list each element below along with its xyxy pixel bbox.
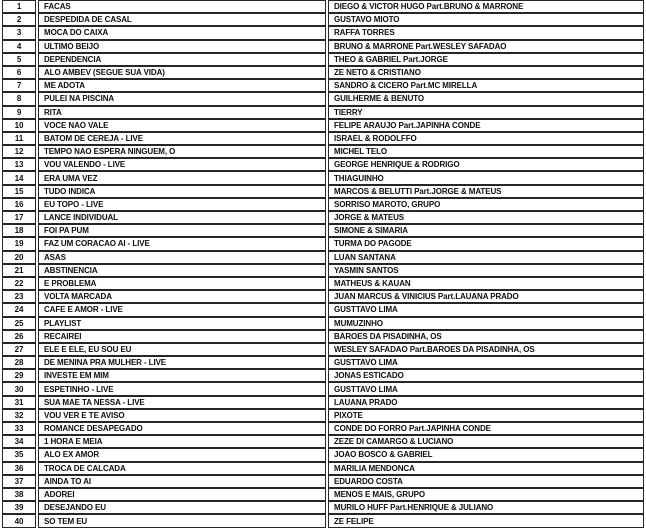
table-row bbox=[2, 53, 644, 66]
artist-cell: RAFFA TORRES bbox=[328, 26, 644, 39]
rank-cell: 25 bbox=[2, 317, 36, 330]
song-title-cell: RECAIREI bbox=[38, 330, 326, 343]
artist-cell: JUAN MARCUS & VINICIUS Part.LAUANA PRADO bbox=[328, 290, 644, 303]
rank-cell: 1 bbox=[2, 0, 36, 13]
table-row bbox=[2, 501, 644, 514]
song-title-cell: ALO AMBEV (SEGUE SUA VIDA) bbox=[38, 66, 326, 79]
rank-cell: 13 bbox=[2, 158, 36, 171]
artist-cell: EDUARDO COSTA bbox=[328, 475, 644, 488]
rank-cell: 30 bbox=[2, 382, 36, 395]
table-row bbox=[2, 488, 644, 501]
artist-cell: JONAS ESTICADO bbox=[328, 369, 644, 382]
song-title-cell: PULEI NA PISCINA bbox=[38, 92, 326, 105]
song-title-cell: ELE E ELE, EU SOU EU bbox=[38, 343, 326, 356]
rank-cell: 31 bbox=[2, 396, 36, 409]
artist-cell: JORGE & MATEUS bbox=[328, 211, 644, 224]
artist-cell: SORRISO MAROTO, GRUPO bbox=[328, 198, 644, 211]
artist-cell: MURILO HUFF Part.HENRIQUE & JULIANO bbox=[328, 501, 644, 514]
artist-cell: FELIPE ARAUJO Part.JAPINHA CONDE bbox=[328, 119, 644, 132]
table-row bbox=[2, 251, 644, 264]
artist-cell: LUAN SANTANA bbox=[328, 251, 644, 264]
song-title-cell: ASAS bbox=[38, 251, 326, 264]
song-title-cell: DESPEDIDA DE CASAL bbox=[38, 13, 326, 26]
artist-cell: LAUANA PRADO bbox=[328, 396, 644, 409]
table-row bbox=[2, 171, 644, 184]
rank-cell: 20 bbox=[2, 251, 36, 264]
song-title-cell: ABSTINENCIA bbox=[38, 264, 326, 277]
song-title-cell: FAZ UM CORACAO AI - LIVE bbox=[38, 237, 326, 250]
artist-cell: WESLEY SAFADAO Part.BAROES DA PISADINHA, OS bbox=[328, 343, 644, 356]
artist-cell: THIAGUINHO bbox=[328, 171, 644, 184]
table-row bbox=[2, 0, 644, 13]
artist-cell: BAROES DA PISADINHA, OS bbox=[328, 330, 644, 343]
rank-cell: 26 bbox=[2, 330, 36, 343]
song-title-cell: CAFE E AMOR - LIVE bbox=[38, 303, 326, 316]
song-title-cell: PLAYLIST bbox=[38, 317, 326, 330]
table-row bbox=[2, 343, 644, 356]
song-title-cell: 1 HORA E MEIA bbox=[38, 435, 326, 448]
table-row bbox=[2, 237, 644, 250]
table-row bbox=[2, 290, 644, 303]
song-title-cell: INVESTE EM MIM bbox=[38, 369, 326, 382]
artist-cell: PIXOTE bbox=[328, 409, 644, 422]
table-row bbox=[2, 13, 644, 26]
artist-cell: TURMA DO PAGODE bbox=[328, 237, 644, 250]
artist-cell: TIERRY bbox=[328, 106, 644, 119]
table-row bbox=[2, 92, 644, 105]
artist-cell: ISRAEL & RODOLFFO bbox=[328, 132, 644, 145]
table-row bbox=[2, 422, 644, 435]
song-title-cell: VOU VER E TE AVISO bbox=[38, 409, 326, 422]
rank-cell: 21 bbox=[2, 264, 36, 277]
artist-cell: CONDE DO FORRO Part.JAPINHA CONDE bbox=[328, 422, 644, 435]
rank-cell: 24 bbox=[2, 303, 36, 316]
rank-cell: 29 bbox=[2, 369, 36, 382]
song-title-cell: BATOM DE CEREJA - LIVE bbox=[38, 132, 326, 145]
artist-cell: MARCOS & BELUTTI Part.JORGE & MATEUS bbox=[328, 185, 644, 198]
song-title-cell: VOCE NAO VALE bbox=[38, 119, 326, 132]
artist-cell: GUILHERME & BENUTO bbox=[328, 92, 644, 105]
rank-cell: 14 bbox=[2, 171, 36, 184]
artist-cell: GUSTAVO MIOTO bbox=[328, 13, 644, 26]
rank-cell: 4 bbox=[2, 40, 36, 53]
artist-cell: MATHEUS & KAUAN bbox=[328, 277, 644, 290]
artist-cell: DIEGO & VICTOR HUGO Part.BRUNO & MARRONE bbox=[328, 0, 644, 13]
table-row bbox=[2, 158, 644, 171]
artist-cell: GUSTTAVO LIMA bbox=[328, 382, 644, 395]
rank-cell: 10 bbox=[2, 119, 36, 132]
song-title-cell: AINDA TO AI bbox=[38, 475, 326, 488]
artist-cell: ZEZE DI CAMARGO & LUCIANO bbox=[328, 435, 644, 448]
table-row bbox=[2, 26, 644, 39]
song-title-cell: LANCE INDIVIDUAL bbox=[38, 211, 326, 224]
song-title-cell: EU TOPO - LIVE bbox=[38, 198, 326, 211]
artist-cell: MICHEL TELO bbox=[328, 145, 644, 158]
rank-cell: 33 bbox=[2, 422, 36, 435]
rank-cell: 11 bbox=[2, 132, 36, 145]
table-row bbox=[2, 303, 644, 316]
song-title-cell: E PROBLEMA bbox=[38, 277, 326, 290]
table-row bbox=[2, 435, 644, 448]
artist-cell: SIMONE & SIMARIA bbox=[328, 224, 644, 237]
song-title-cell: VOU VALENDO - LIVE bbox=[38, 158, 326, 171]
song-title-cell: VOLTA MARCADA bbox=[38, 290, 326, 303]
artist-cell: JOAO BOSCO & GABRIEL bbox=[328, 448, 644, 461]
rank-cell: 39 bbox=[2, 501, 36, 514]
rank-cell: 40 bbox=[2, 514, 36, 528]
artist-cell: SANDRO & CICERO Part.MC MIRELLA bbox=[328, 79, 644, 92]
table-row bbox=[2, 356, 644, 369]
table-row bbox=[2, 462, 644, 475]
rank-cell: 17 bbox=[2, 211, 36, 224]
rank-cell: 38 bbox=[2, 488, 36, 501]
artist-cell: ZE NETO & CRISTIANO bbox=[328, 66, 644, 79]
artist-cell: GUSTTAVO LIMA bbox=[328, 356, 644, 369]
artist-cell: BRUNO & MARRONE Part.WESLEY SAFADAO bbox=[328, 40, 644, 53]
rank-cell: 22 bbox=[2, 277, 36, 290]
table-row bbox=[2, 66, 644, 79]
table-row bbox=[2, 79, 644, 92]
rank-cell: 19 bbox=[2, 237, 36, 250]
rank-cell: 3 bbox=[2, 26, 36, 39]
rank-cell: 9 bbox=[2, 106, 36, 119]
table-row bbox=[2, 119, 644, 132]
table-row bbox=[2, 106, 644, 119]
table-row bbox=[2, 132, 644, 145]
table-row bbox=[2, 211, 644, 224]
song-title-cell: RITA bbox=[38, 106, 326, 119]
rank-cell: 37 bbox=[2, 475, 36, 488]
table-row bbox=[2, 224, 644, 237]
rank-cell: 6 bbox=[2, 66, 36, 79]
song-title-cell: ULTIMO BEIJO bbox=[38, 40, 326, 53]
song-title-cell: ME ADOTA bbox=[38, 79, 326, 92]
rank-cell: 28 bbox=[2, 356, 36, 369]
rank-cell: 2 bbox=[2, 13, 36, 26]
song-title-cell: SO TEM EU bbox=[38, 514, 326, 528]
table-row bbox=[2, 448, 644, 461]
table-row bbox=[2, 317, 644, 330]
table-row bbox=[2, 198, 644, 211]
table-row bbox=[2, 40, 644, 53]
table-row bbox=[2, 330, 644, 343]
artist-cell: MARILIA MENDONCA bbox=[328, 462, 644, 475]
song-title-cell: ERA UMA VEZ bbox=[38, 171, 326, 184]
artist-cell: MENOS E MAIS, GRUPO bbox=[328, 488, 644, 501]
table-row bbox=[2, 264, 644, 277]
rank-cell: 16 bbox=[2, 198, 36, 211]
table-row bbox=[2, 277, 644, 290]
artist-cell: GEORGE HENRIQUE & RODRIGO bbox=[328, 158, 644, 171]
table-row bbox=[2, 409, 644, 422]
song-title-cell: TUDO INDICA bbox=[38, 185, 326, 198]
table-row bbox=[2, 145, 644, 158]
song-title-cell: SUA MAE TA NESSA - LIVE bbox=[38, 396, 326, 409]
table-row bbox=[2, 514, 644, 528]
rank-cell: 12 bbox=[2, 145, 36, 158]
song-title-cell: TEMPO NAO ESPERA NINGUEM, O bbox=[38, 145, 326, 158]
rank-cell: 27 bbox=[2, 343, 36, 356]
song-title-cell: MOCA DO CAIXA bbox=[38, 26, 326, 39]
song-title-cell: ROMANCE DESAPEGADO bbox=[38, 422, 326, 435]
artist-cell: MUMUZINHO bbox=[328, 317, 644, 330]
rank-cell: 8 bbox=[2, 92, 36, 105]
rank-cell: 15 bbox=[2, 185, 36, 198]
artist-cell: YASMIN SANTOS bbox=[328, 264, 644, 277]
song-title-cell: ALO EX AMOR bbox=[38, 448, 326, 461]
song-title-cell: DE MENINA PRA MULHER - LIVE bbox=[38, 356, 326, 369]
table-row bbox=[2, 369, 644, 382]
artist-cell: GUSTTAVO LIMA bbox=[328, 303, 644, 316]
song-chart-table-body bbox=[2, 0, 644, 528]
song-title-cell: FOI PA PUM bbox=[38, 224, 326, 237]
rank-cell: 23 bbox=[2, 290, 36, 303]
artist-cell: ZE FELIPE bbox=[328, 514, 644, 528]
song-title-cell: TROCA DE CALCADA bbox=[38, 462, 326, 475]
song-title-cell: DEPENDENCIA bbox=[38, 53, 326, 66]
song-title-cell: FACAS bbox=[38, 0, 326, 13]
table-row bbox=[2, 185, 644, 198]
artist-cell: THEO & GABRIEL Part.JORGE bbox=[328, 53, 644, 66]
table-row bbox=[2, 396, 644, 409]
table-row bbox=[2, 475, 644, 488]
rank-cell: 32 bbox=[2, 409, 36, 422]
rank-cell: 36 bbox=[2, 462, 36, 475]
rank-cell: 35 bbox=[2, 448, 36, 461]
song-title-cell: ADOREI bbox=[38, 488, 326, 501]
rank-cell: 7 bbox=[2, 79, 36, 92]
rank-cell: 34 bbox=[2, 435, 36, 448]
song-title-cell: ESPETINHO - LIVE bbox=[38, 382, 326, 395]
song-title-cell: DESEJANDO EU bbox=[38, 501, 326, 514]
rank-cell: 18 bbox=[2, 224, 36, 237]
table-row bbox=[2, 382, 644, 395]
rank-cell: 5 bbox=[2, 53, 36, 66]
